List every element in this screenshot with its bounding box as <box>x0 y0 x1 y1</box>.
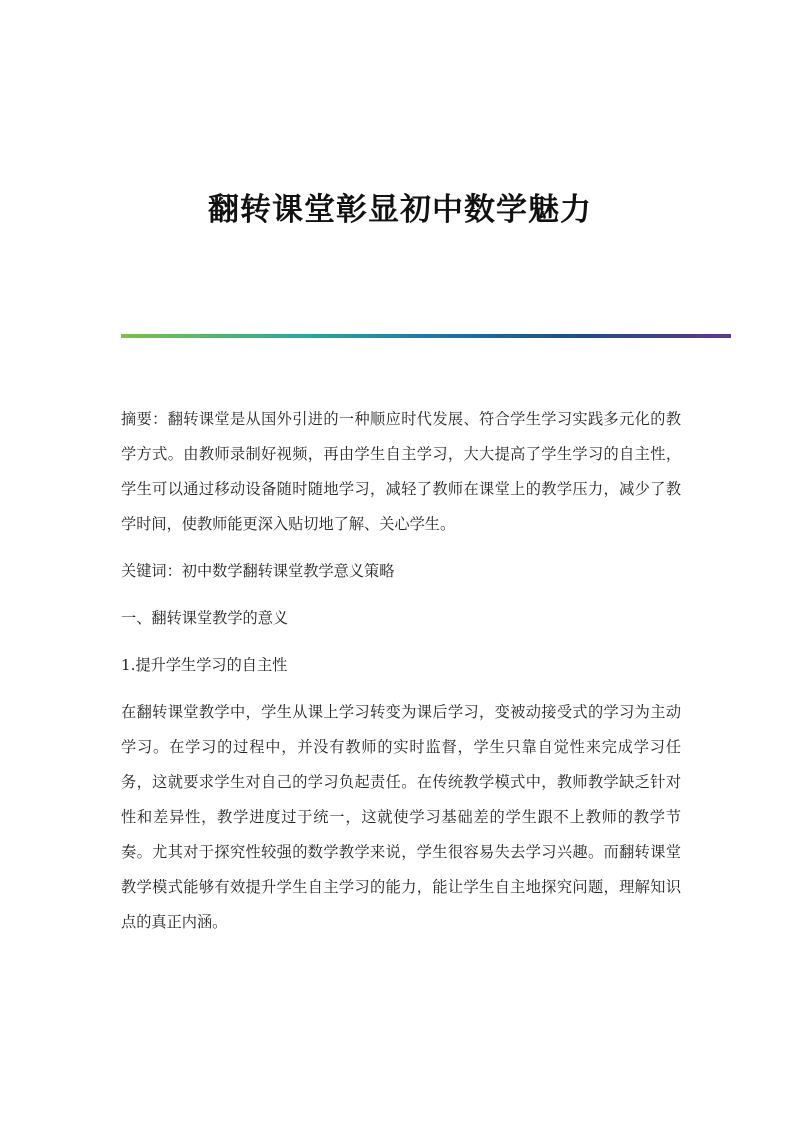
document-title: 翻转课堂彰显初中数学魅力 <box>208 192 592 228</box>
keywords-line: 关键词：初中数学翻转课堂教学意义策略 <box>121 562 395 580</box>
section-heading: 一、翻转课堂教学的意义 <box>121 609 289 627</box>
document-body <box>121 402 681 952</box>
title-divider-rule <box>121 334 731 338</box>
subsection-heading: 1.提升学生学习的自主性 <box>121 656 288 674</box>
body-paragraph: 在翻转课堂教学中，学生从课上学习转变为课后学习，变被动接受式的学习为主动学习。在学习的过程中，并没有教师的实时监督，学生只靠自觉性来完成学习任务，这就要求学生对自己的学习负起责任。在传统教学模式中，教师教学缺乏针对性和差异性，教学进度过于统一，这就使学习基础差的学生跟不上教师的教学节奏。尤其对于探究性较强的数学教学来说，学生很容易失去学习兴趣。而翻转课堂教学模式能够有效提升学生自主学习的能力，能让学生自主地探究问题，理解知识点的真正内涵。 <box>121 703 681 931</box>
abstract-paragraph: 摘要：翻转课堂是从国外引进的一种顺应时代发展、符合学生学习实践多元化的教学方式。由教师录制好视频，再由学生自主学习，大大提高了学生学习的自主性，学生可以通过移动设备随时随地学习，减轻了教师在课堂上的教学压力，减少了教学时间，使教师能更深入贴切地了解、关心学生。 <box>121 410 681 533</box>
